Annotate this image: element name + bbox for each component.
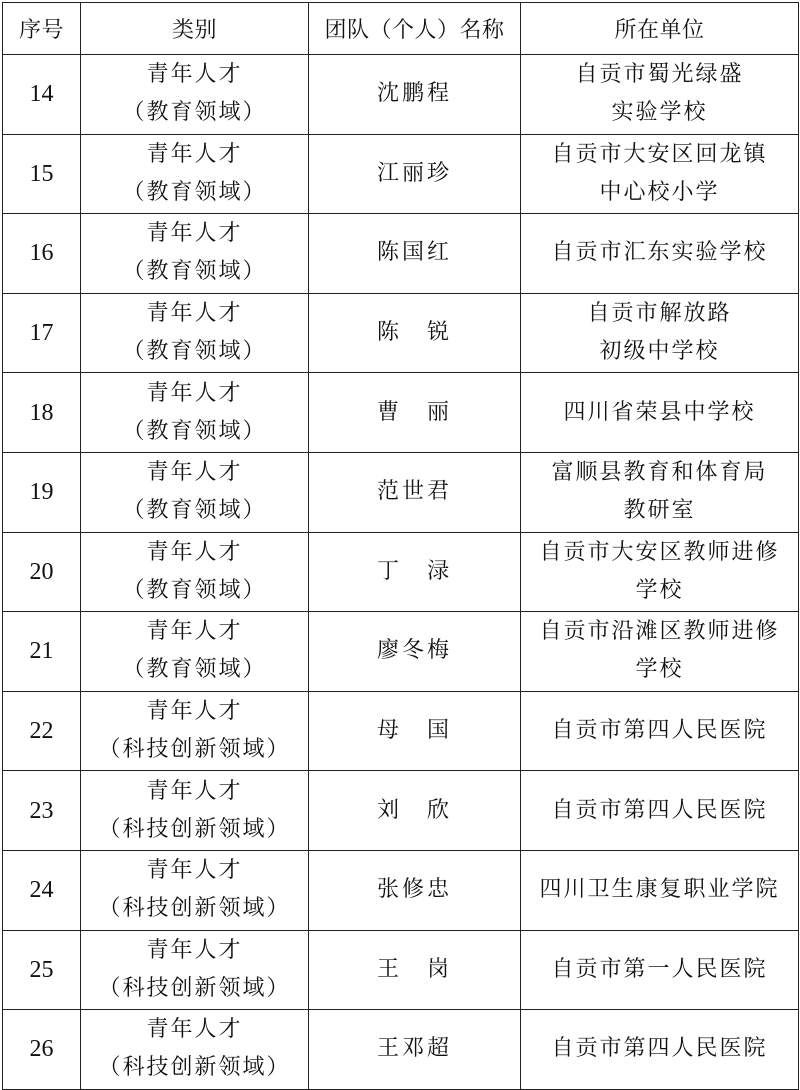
unit-line: 自贡市解放路 xyxy=(587,301,732,327)
category-line: （教育领域） xyxy=(122,657,267,683)
category-line: 青年人才 xyxy=(146,937,243,963)
person-name: 陈 锐 xyxy=(309,293,521,373)
row-number: 14 xyxy=(3,55,81,135)
unit-cell xyxy=(521,452,799,532)
category-line: （科技创新领域） xyxy=(98,1055,291,1081)
table-row xyxy=(3,134,799,214)
unit-cell xyxy=(521,612,799,692)
category-line: 青年人才 xyxy=(146,62,243,88)
row-number: 21 xyxy=(3,612,81,692)
category-line: （教育领域） xyxy=(122,179,267,205)
unit-cell xyxy=(521,293,799,373)
unit-cell xyxy=(521,373,799,453)
category-line: （教育领域） xyxy=(122,577,267,603)
table-body xyxy=(3,55,799,1090)
person-name: 王 岗 xyxy=(309,930,521,1010)
row-number: 24 xyxy=(3,850,81,930)
unit-cell xyxy=(521,1010,799,1090)
row-number: 16 xyxy=(3,214,81,294)
table-row xyxy=(3,771,799,851)
category-cell xyxy=(81,612,309,692)
header-category: 类别 xyxy=(81,3,309,55)
unit-cell xyxy=(521,214,799,294)
category-cell xyxy=(81,532,309,612)
unit-line: 教研室 xyxy=(623,498,696,524)
unit-line: 自贡市第四人民医院 xyxy=(551,1036,768,1062)
category-cell xyxy=(81,134,309,214)
table-row xyxy=(3,214,799,294)
person-name: 张修忠 xyxy=(309,850,521,930)
unit-line: 自贡市大安区回龙镇 xyxy=(551,141,768,167)
category-line: 青年人才 xyxy=(146,539,243,565)
table-row xyxy=(3,612,799,692)
category-line: 青年人才 xyxy=(146,221,243,247)
category-line: 青年人才 xyxy=(146,778,243,804)
table-header xyxy=(3,3,799,55)
roster-table xyxy=(2,2,799,1090)
row-number: 15 xyxy=(3,134,81,214)
row-number: 23 xyxy=(3,771,81,851)
category-line: 青年人才 xyxy=(146,858,243,884)
person-name: 廖冬梅 xyxy=(309,612,521,692)
person-name: 母 国 xyxy=(309,691,521,771)
category-line: 青年人才 xyxy=(146,699,243,725)
category-cell xyxy=(81,214,309,294)
unit-cell xyxy=(521,691,799,771)
category-line: 青年人才 xyxy=(146,301,243,327)
row-number: 25 xyxy=(3,930,81,1010)
category-line: （科技创新领域） xyxy=(98,975,291,1001)
category-line: 青年人才 xyxy=(146,380,243,406)
category-cell xyxy=(81,771,309,851)
category-line: （科技创新领域） xyxy=(98,737,291,763)
category-cell xyxy=(81,1010,309,1090)
unit-line: 中心校小学 xyxy=(599,179,720,205)
unit-line: 自贡市第一人民医院 xyxy=(551,956,768,982)
person-name: 曹 丽 xyxy=(309,373,521,453)
row-number: 20 xyxy=(3,532,81,612)
header-name: 团队（个人）名称 xyxy=(309,3,521,55)
category-line: 青年人才 xyxy=(146,141,243,167)
header-row xyxy=(3,3,799,55)
unit-cell xyxy=(521,55,799,135)
unit-line: 自贡市汇东实验学校 xyxy=(551,240,768,266)
table-row xyxy=(3,691,799,771)
unit-line: 四川省荣县中学校 xyxy=(563,399,756,425)
unit-cell xyxy=(521,532,799,612)
person-name: 江丽珍 xyxy=(309,134,521,214)
category-line: 青年人才 xyxy=(146,619,243,645)
unit-cell xyxy=(521,850,799,930)
row-number: 17 xyxy=(3,293,81,373)
row-number: 22 xyxy=(3,691,81,771)
person-name: 刘 欣 xyxy=(309,771,521,851)
category-line: 青年人才 xyxy=(146,460,243,486)
table-row xyxy=(3,1010,799,1090)
category-line: （教育领域） xyxy=(122,418,267,444)
category-line: （教育领域） xyxy=(122,498,267,524)
person-name: 沈鹏程 xyxy=(309,55,521,135)
category-line: （教育领域） xyxy=(122,339,267,365)
category-line: （科技创新领域） xyxy=(98,816,291,842)
category-cell xyxy=(81,55,309,135)
category-line: 青年人才 xyxy=(146,1017,243,1043)
unit-line: 学校 xyxy=(635,577,684,603)
category-cell xyxy=(81,930,309,1010)
unit-line: 自贡市蜀光绿盛 xyxy=(575,62,744,88)
unit-line: 初级中学校 xyxy=(599,339,720,365)
unit-cell xyxy=(521,134,799,214)
header-unit: 所在单位 xyxy=(521,3,799,55)
category-cell xyxy=(81,373,309,453)
row-number: 19 xyxy=(3,452,81,532)
unit-cell xyxy=(521,930,799,1010)
table-row xyxy=(3,55,799,135)
unit-line: 自贡市第四人民医院 xyxy=(551,797,768,823)
category-line: （教育领域） xyxy=(122,100,267,126)
person-name: 丁 渌 xyxy=(309,532,521,612)
unit-line: 自贡市大安区教师进修 xyxy=(539,539,780,565)
unit-line: 四川卫生康复职业学院 xyxy=(539,877,780,903)
person-name: 范世君 xyxy=(309,452,521,532)
row-number: 18 xyxy=(3,373,81,453)
header-no: 序号 xyxy=(3,3,81,55)
table-row xyxy=(3,373,799,453)
category-cell xyxy=(81,691,309,771)
unit-line: 学校 xyxy=(635,657,684,683)
unit-line: 实验学校 xyxy=(611,100,708,126)
table-row xyxy=(3,930,799,1010)
category-cell xyxy=(81,293,309,373)
category-line: （教育领域） xyxy=(122,259,267,285)
row-number: 26 xyxy=(3,1010,81,1090)
unit-cell xyxy=(521,771,799,851)
table-row xyxy=(3,452,799,532)
unit-line: 富顺县教育和体育局 xyxy=(551,460,768,486)
category-cell xyxy=(81,850,309,930)
table-row xyxy=(3,850,799,930)
person-name: 陈国红 xyxy=(309,214,521,294)
unit-line: 自贡市沿滩区教师进修 xyxy=(539,619,780,645)
table-row xyxy=(3,532,799,612)
unit-line: 自贡市第四人民医院 xyxy=(551,718,768,744)
person-name: 王邓超 xyxy=(309,1010,521,1090)
category-line: （科技创新领域） xyxy=(98,896,291,922)
category-cell xyxy=(81,452,309,532)
table-row xyxy=(3,293,799,373)
